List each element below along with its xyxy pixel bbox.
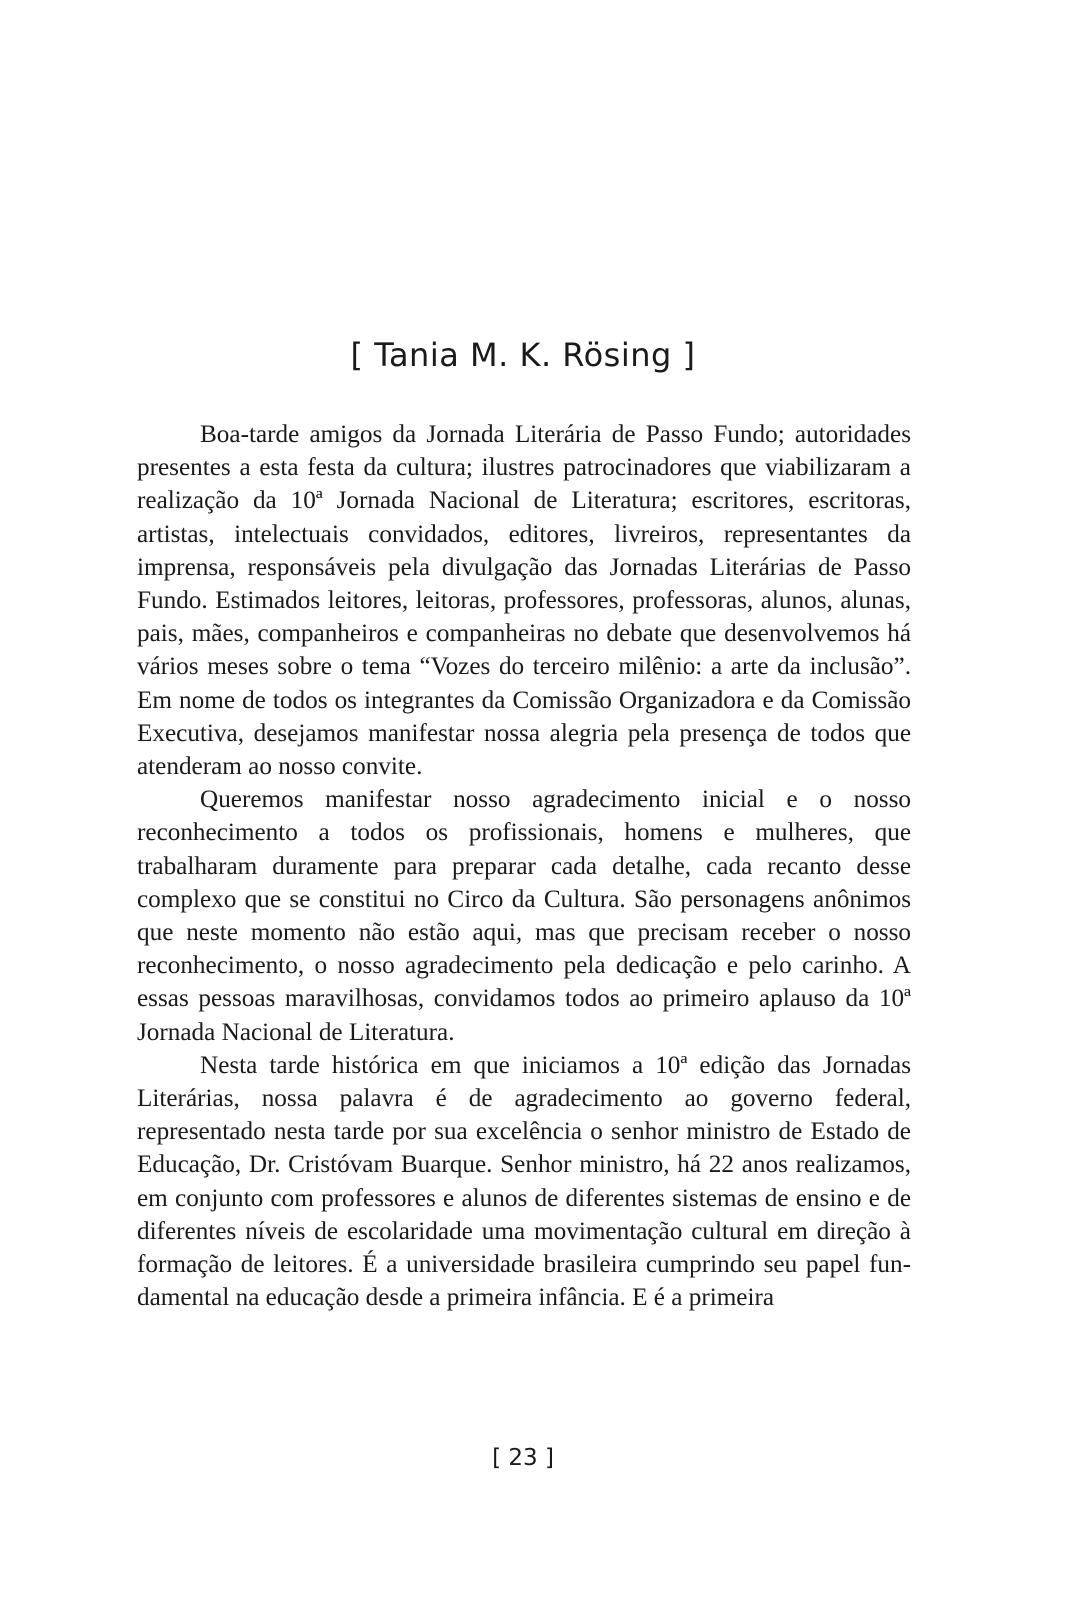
page-number: [ 23 ] — [492, 1445, 554, 1471]
paragraph-2: Queremos manifestar nosso agradecimento inicial e o nosso reconhecimento a todos os profissionais, homens e mulheres, que trabalharam duramente para preparar cada detalhe, cada recanto desse complexo que se constitui no Circo da Cultura. São personagens anônimos que neste momento não estão aqui, mas que precisam receber o nosso reconhecimento, o nosso agradecimento pela dedicação e pelo carinho. A essas pessoas maravilhosas, convidamos todos ao primeiro aplauso da 10ª Jornada Nacional de Literatura. — [137, 786, 911, 1046]
paragraph-3: Nesta tarde histórica em que iniciamos a 10ª edição das Jornadas Literárias, nossa palavra é de agradecimento ao governo federal, representado nesta tarde por sua excelência o senhor ministro de Estado de Educação, Dr. Cristóvam Buarque. Senhor ministro, há 22 anos realizamos, em conjunto com professores e alunos de diferentes sistemas de ensino e de diferentes níveis de escolaridade uma movimentação cultural em direção à formação de leitores. É a universidade brasileira cumprindo seu papel fundamental na educação desde a primeira infância. E é a primeira — [137, 1051, 911, 1312]
paragraph-1: Boa-tarde amigos da Jornada Literária de Passo Fundo; autoridades presentes a esta festa da cultura; ilustres patrocinadores que viabilizaram a realização da 10ª Jornada Nacional de Literatura; escritores, escritoras, artistas, intelectuais convidados, editores, livreiros, representantes da imprensa, responsáveis pela divulgação das Jornadas Literárias de Passo Fundo. Estimados leitores, leitoras, professores, professoras, alunos, alunas, pais, mães, companheiros e companheiras no debate que desenvolvemos há vários meses sobre o tema “Vozes do terceiro milênio: a arte da inclusão”. Em nome de todos os integrantes da Comissão Organizadora e da Comissão Executiva, desejamos manifestar nossa alegria pela presença de todos que atenderam ao nosso convite. — [137, 421, 911, 781]
author-heading: [ Tania M. K. Rösing ] — [350, 336, 696, 374]
body-text — [137, 418, 911, 1314]
